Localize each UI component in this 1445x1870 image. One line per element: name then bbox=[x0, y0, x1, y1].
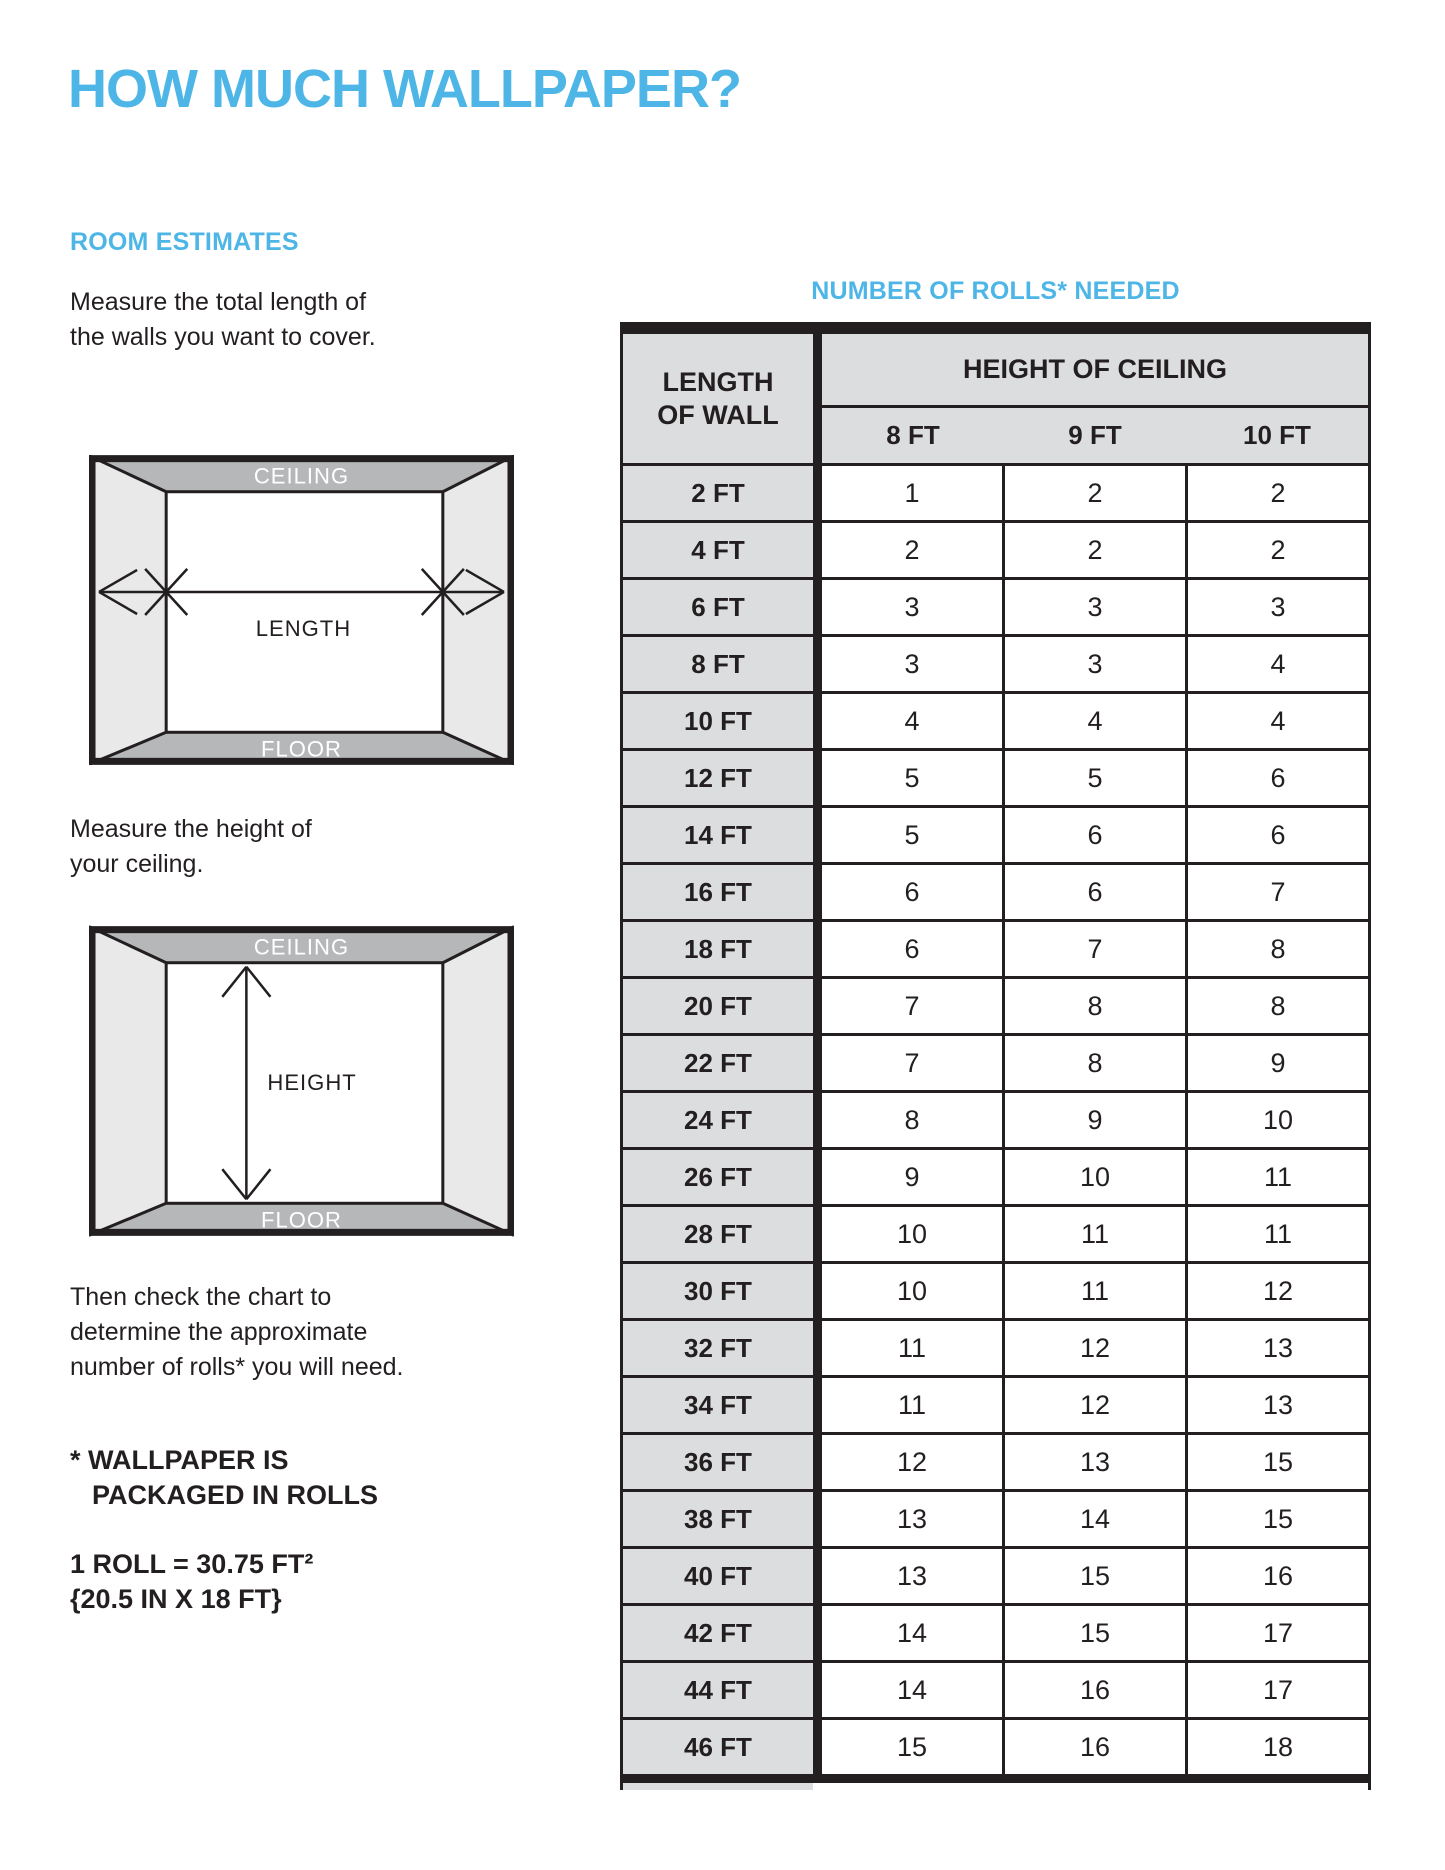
length-cell: 24 FT bbox=[623, 1093, 813, 1147]
value-cell: 3 bbox=[822, 637, 1002, 691]
column-divider bbox=[813, 865, 822, 919]
value-cell: 6 bbox=[1188, 808, 1368, 862]
column-divider bbox=[813, 1435, 822, 1489]
value-cell: 11 bbox=[1005, 1207, 1185, 1261]
table-body bbox=[623, 466, 1368, 1774]
value-cell: 9 bbox=[822, 1150, 1002, 1204]
table-row bbox=[623, 865, 1368, 922]
value-cell: 10 bbox=[1005, 1150, 1185, 1204]
left-wall-face bbox=[89, 456, 166, 765]
value-cell: 16 bbox=[1188, 1549, 1368, 1603]
length-cell: 46 FT bbox=[623, 1720, 813, 1774]
length-cell: 4 FT bbox=[623, 523, 813, 577]
value-cell: 6 bbox=[1005, 865, 1185, 919]
length-cell: 16 FT bbox=[623, 865, 813, 919]
value-cell: 2 bbox=[1188, 466, 1368, 520]
column-divider bbox=[813, 637, 822, 691]
length-cell: 2 FT bbox=[623, 466, 813, 520]
value-cell: 9 bbox=[1188, 1036, 1368, 1090]
table-row bbox=[623, 1435, 1368, 1492]
length-cell: 22 FT bbox=[623, 1036, 813, 1090]
length-cell: 36 FT bbox=[623, 1435, 813, 1489]
value-cell: 3 bbox=[1005, 637, 1185, 691]
value-cell: 15 bbox=[1188, 1492, 1368, 1546]
column-divider bbox=[813, 523, 822, 577]
value-cell: 16 bbox=[1005, 1663, 1185, 1717]
table-row bbox=[623, 1606, 1368, 1663]
column-divider bbox=[813, 694, 822, 748]
table-row bbox=[623, 1264, 1368, 1321]
step1-text bbox=[70, 285, 376, 355]
text-line: number of rolls* you will need. bbox=[70, 1353, 404, 1381]
table-bottom-border bbox=[623, 1774, 1368, 1783]
value-cell: 14 bbox=[822, 1606, 1002, 1660]
value-cell: 4 bbox=[1005, 694, 1185, 748]
text-line: the walls you want to cover. bbox=[70, 323, 376, 351]
value-cell: 13 bbox=[1188, 1378, 1368, 1432]
table-row bbox=[623, 1720, 1368, 1774]
column-header: 10 FT bbox=[1243, 420, 1311, 450]
length-cell: 34 FT bbox=[623, 1378, 813, 1432]
value-cell: 2 bbox=[1005, 523, 1185, 577]
length-cell: 44 FT bbox=[623, 1663, 813, 1717]
value-cell: 3 bbox=[822, 580, 1002, 634]
column-divider bbox=[813, 466, 822, 520]
length-cell: 42 FT bbox=[623, 1606, 813, 1660]
column-divider bbox=[813, 1264, 822, 1318]
table-row bbox=[623, 1663, 1368, 1720]
column-divider bbox=[813, 1150, 822, 1204]
text-line: Then check the chart to bbox=[70, 1283, 332, 1311]
table-header bbox=[623, 334, 1368, 463]
table-top-border bbox=[623, 322, 1368, 334]
column-divider bbox=[813, 1036, 822, 1090]
value-cell: 8 bbox=[1188, 922, 1368, 976]
floor-label: FLOOR bbox=[261, 736, 342, 762]
value-cell: 11 bbox=[1005, 1264, 1185, 1318]
text-line: Measure the height of bbox=[70, 815, 312, 843]
length-cell: 12 FT bbox=[623, 751, 813, 805]
value-cell: 2 bbox=[822, 523, 1002, 577]
table-row bbox=[623, 1549, 1368, 1606]
value-cell: 6 bbox=[822, 922, 1002, 976]
value-cell: 8 bbox=[1005, 979, 1185, 1033]
back-wall-face bbox=[166, 492, 443, 733]
value-cell: 12 bbox=[822, 1435, 1002, 1489]
length-column-stub bbox=[623, 1783, 813, 1790]
value-cell: 15 bbox=[1005, 1549, 1185, 1603]
value-cell: 6 bbox=[822, 865, 1002, 919]
value-cell: 5 bbox=[1005, 751, 1185, 805]
value-cell: 15 bbox=[822, 1720, 1002, 1774]
text-line: Measure the total length of bbox=[70, 288, 367, 316]
value-cell: 6 bbox=[1188, 751, 1368, 805]
table-row bbox=[623, 637, 1368, 694]
value-cell: 10 bbox=[822, 1207, 1002, 1261]
room-estimates-heading: ROOM ESTIMATES bbox=[70, 228, 299, 256]
value-cell: 6 bbox=[1005, 808, 1185, 862]
column-header: 9 FT bbox=[1068, 420, 1122, 450]
value-cell: 4 bbox=[1188, 637, 1368, 691]
length-cell: 26 FT bbox=[623, 1150, 813, 1204]
value-cell: 4 bbox=[822, 694, 1002, 748]
value-cell: 2 bbox=[1005, 466, 1185, 520]
table-row bbox=[623, 1321, 1368, 1378]
column-divider bbox=[813, 334, 822, 463]
value-cell: 13 bbox=[822, 1549, 1002, 1603]
room-length-diagram bbox=[89, 455, 514, 765]
table-row bbox=[623, 1150, 1368, 1207]
table-row bbox=[623, 466, 1368, 523]
length-cell: 14 FT bbox=[623, 808, 813, 862]
value-cell: 13 bbox=[1188, 1321, 1368, 1375]
column-divider bbox=[813, 1378, 822, 1432]
text-line: * WALLPAPER IS bbox=[70, 1445, 289, 1475]
value-cell: 17 bbox=[1188, 1663, 1368, 1717]
value-cell: 7 bbox=[822, 1036, 1002, 1090]
value-cell: 12 bbox=[1005, 1378, 1185, 1432]
ceiling-label: CEILING bbox=[253, 934, 350, 960]
length-cell: 8 FT bbox=[623, 637, 813, 691]
length-cell: 30 FT bbox=[623, 1264, 813, 1318]
column-divider bbox=[813, 751, 822, 805]
value-cell: 5 bbox=[822, 751, 1002, 805]
value-cell: 4 bbox=[1188, 694, 1368, 748]
step2-text bbox=[70, 812, 312, 882]
left-wall-face bbox=[89, 927, 166, 1236]
value-cell: 7 bbox=[822, 979, 1002, 1033]
rolls-table bbox=[620, 322, 1371, 1790]
table-row bbox=[623, 1093, 1368, 1150]
value-cell: 3 bbox=[1188, 580, 1368, 634]
roll-size-info bbox=[70, 1547, 313, 1617]
value-cell: 10 bbox=[1188, 1093, 1368, 1147]
value-cell: 14 bbox=[1005, 1492, 1185, 1546]
rolls-needed-heading: NUMBER OF ROLLS* NEEDED bbox=[811, 277, 1180, 305]
step3-text bbox=[70, 1280, 404, 1385]
length-cell: 10 FT bbox=[623, 694, 813, 748]
floor-label: FLOOR bbox=[261, 1207, 342, 1233]
table-row bbox=[623, 1207, 1368, 1264]
column-divider bbox=[813, 808, 822, 862]
value-cell: 8 bbox=[1005, 1036, 1185, 1090]
value-cell: 7 bbox=[1005, 922, 1185, 976]
value-cell: 14 bbox=[822, 1663, 1002, 1717]
column-divider bbox=[813, 1207, 822, 1261]
length-label: LENGTH bbox=[255, 616, 352, 642]
length-cell: 28 FT bbox=[623, 1207, 813, 1261]
height-label: HEIGHT bbox=[267, 1070, 357, 1096]
value-cell: 11 bbox=[822, 1378, 1002, 1432]
column-header: 8 FT bbox=[886, 420, 940, 450]
table-row bbox=[623, 523, 1368, 580]
column-divider bbox=[813, 1093, 822, 1147]
right-wall-face bbox=[443, 927, 514, 1236]
value-cell: 8 bbox=[1188, 979, 1368, 1033]
value-cell: 7 bbox=[1188, 865, 1368, 919]
text-line: your ceiling. bbox=[70, 850, 204, 878]
value-cell: 17 bbox=[1188, 1606, 1368, 1660]
length-cell: 32 FT bbox=[623, 1321, 813, 1375]
column-divider bbox=[813, 922, 822, 976]
table-row bbox=[623, 979, 1368, 1036]
ceiling-label: CEILING bbox=[253, 463, 350, 489]
column-divider bbox=[813, 1321, 822, 1375]
length-cell: 6 FT bbox=[623, 580, 813, 634]
wallpaper-rolls-footnote bbox=[70, 1443, 378, 1513]
table-row bbox=[623, 694, 1368, 751]
room-height-diagram bbox=[89, 925, 514, 1237]
text-line: {20.5 IN X 18 FT} bbox=[70, 1584, 282, 1614]
text-line: 1 ROLL = 30.75 FT² bbox=[70, 1549, 314, 1579]
value-cell: 16 bbox=[1005, 1720, 1185, 1774]
table-row bbox=[623, 922, 1368, 979]
value-cell: 18 bbox=[1188, 1720, 1368, 1774]
value-cell: 8 bbox=[822, 1093, 1002, 1147]
column-divider bbox=[813, 979, 822, 1033]
length-cell: 18 FT bbox=[623, 922, 813, 976]
length-cell: 38 FT bbox=[623, 1492, 813, 1546]
length-cell: 40 FT bbox=[623, 1549, 813, 1603]
value-cell: 13 bbox=[1005, 1435, 1185, 1489]
table-row bbox=[623, 1492, 1368, 1549]
value-cell: 10 bbox=[822, 1264, 1002, 1318]
column-divider bbox=[813, 1606, 822, 1660]
value-cell: 11 bbox=[1188, 1150, 1368, 1204]
text-line: determine the approximate bbox=[70, 1318, 368, 1346]
value-cell: 9 bbox=[1005, 1093, 1185, 1147]
right-wall-face bbox=[443, 456, 514, 765]
column-divider bbox=[813, 1720, 822, 1774]
value-cell: 1 bbox=[822, 466, 1002, 520]
table-row bbox=[623, 751, 1368, 808]
table-row bbox=[623, 580, 1368, 637]
value-cell: 12 bbox=[1005, 1321, 1185, 1375]
text-line: PACKAGED IN ROLLS bbox=[92, 1480, 379, 1510]
value-cell: 15 bbox=[1188, 1435, 1368, 1489]
length-cell: 20 FT bbox=[623, 979, 813, 1033]
value-cell: 11 bbox=[822, 1321, 1002, 1375]
value-cell: 13 bbox=[822, 1492, 1002, 1546]
table-row bbox=[623, 808, 1368, 865]
value-cell: 12 bbox=[1188, 1264, 1368, 1318]
value-cell: 15 bbox=[1005, 1606, 1185, 1660]
value-cell: 2 bbox=[1188, 523, 1368, 577]
value-cell: 11 bbox=[1188, 1207, 1368, 1261]
column-divider bbox=[813, 1549, 822, 1603]
value-cell: 3 bbox=[1005, 580, 1185, 634]
table-row bbox=[623, 1036, 1368, 1093]
length-of-wall-header: LENGTH OF WALL bbox=[623, 334, 813, 463]
page-title: HOW MUCH WALLPAPER? bbox=[68, 59, 741, 119]
column-divider bbox=[813, 580, 822, 634]
ceiling-height-subheader bbox=[822, 408, 1368, 463]
column-divider bbox=[813, 1663, 822, 1717]
value-cell: 5 bbox=[822, 808, 1002, 862]
column-divider bbox=[813, 1492, 822, 1546]
table-row bbox=[623, 1378, 1368, 1435]
height-of-ceiling-header: HEIGHT OF CEILING bbox=[822, 334, 1368, 405]
